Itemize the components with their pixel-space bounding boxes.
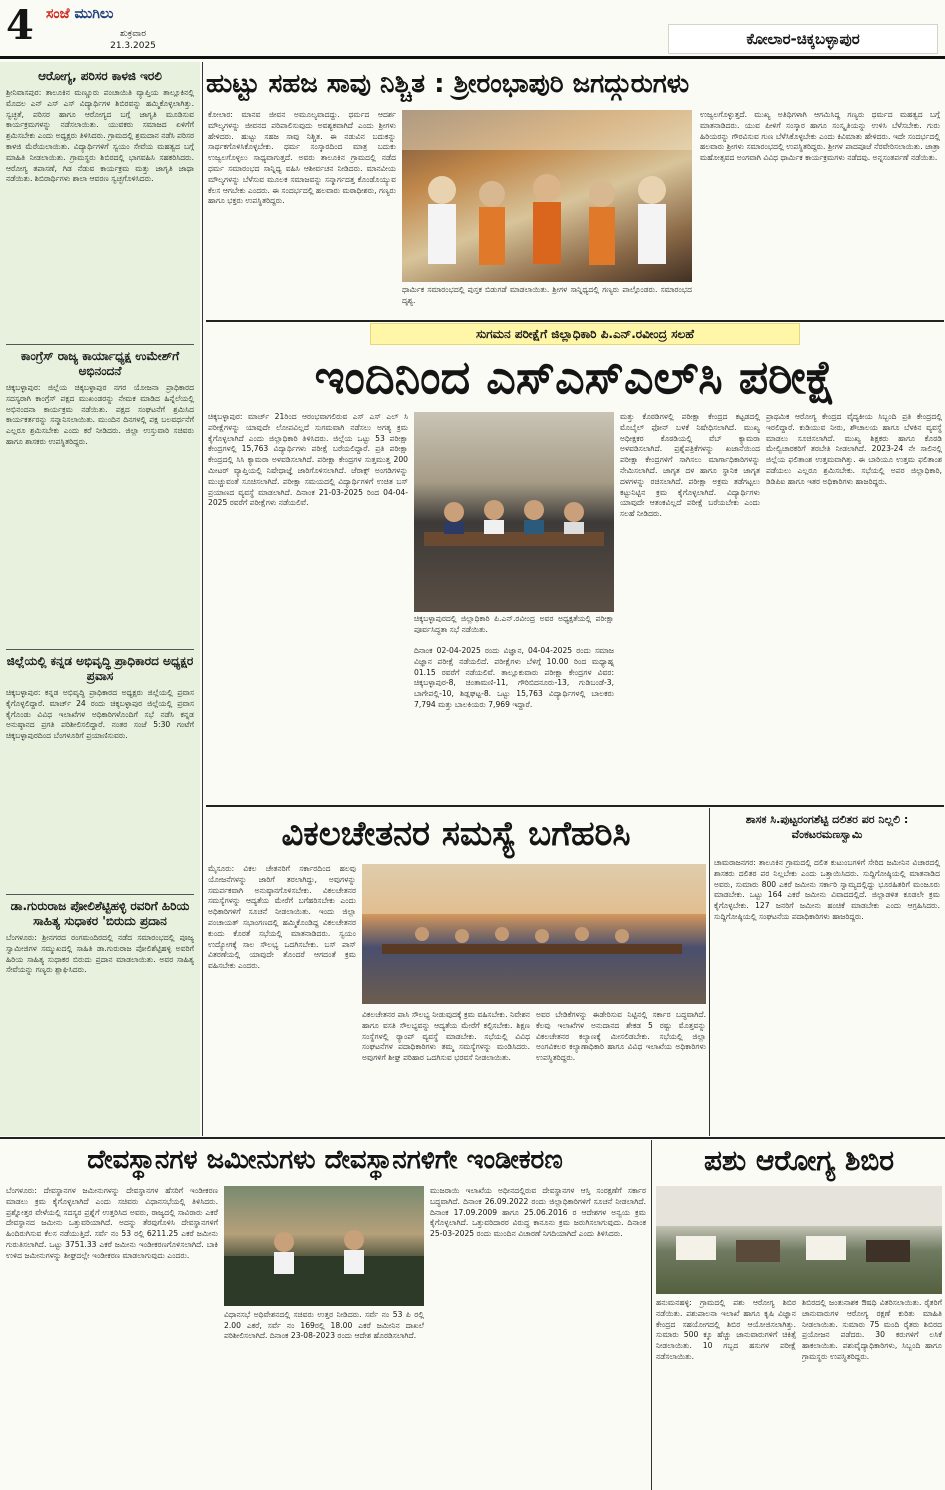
section-rule <box>206 805 944 807</box>
logo-part-2: ಮುಗಿಲು <box>74 6 114 22</box>
left-article-4-body: ಬೆಂಗಳೂರು: ಶ್ರೀನಗರದ ರಂಗಮಂದಿರದಲ್ಲಿ ನಡೆದ ಸಮಾರಂಭದಲ್ಲಿ ಪೂಜ್ಯ ಸ್ವಾಮೀಜಿಗಳ ಸಮ್ಮುಖದಲ್ಲಿ ಸಾಹಿತಿ ಡಾ.ಗುರುರಾಜ ಪೋಲಿಶೆಟ್ಟಿಹಳ್ಳಿ ಅವರಿಗೆ ಹಿರಿಯ ಸಾಹಿತ್ಯ ಸುಧಾಕರ ಬಿರುದು ಪ್ರದಾನ ಮಾಡಲಾಯಿತು. ಅವರ ಸಾಹಿತ್ಯ ಸೇವೆಯನ್ನು ಗಣ್ಯರು ಶ್ಲಾಘಿಸಿದರು. <box>6 933 194 975</box>
story4-caption: ವಿಧಾನಸಭೆ ಅಧಿವೇಶನದಲ್ಲಿ ಸಚಿವರು ಉತ್ತರ ನೀಡಿದರು. ಸರ್ವೆ ನಂ 53 ಪಿ ರಲ್ಲಿ 2.00 ಎಕರೆ, ಸರ್ವೆ ನಂ 169ರಲ್ಲಿ 18.00 ಎಕರೆ ಜಮೀನಿನ ದಾಖಲೆ ಪರಿಶೀಲಿಸಲಾಗಿದೆ. ದಿನಾಂಕ 23-08-2023 ರಂದು ಆದೇಶ ಹೊರಡಿಸಲಾಗಿದೆ. <box>224 1310 424 1340</box>
story4-photo <box>224 1186 424 1306</box>
story3-headline: ವಿಕಲಚೇತನರ ಸಮಸ್ಯೆ ಬಗೆಹರಿಸಿ <box>281 814 631 854</box>
story5-col1: ಹನುಮನಹಳ್ಳಿ: ಗ್ರಾಮದಲ್ಲಿ ಪಶು ಆರೋಗ್ಯ ಶಿಬಿರ ನಡೆಯಿತು. ಪಶುಪಾಲನಾ ಇಲಾಖೆ ಹಾಗೂ ಕೃಷಿ ವಿಜ್ಞಾನ ಕೇಂದ್ರದ ಸಹಯೋಗದಲ್ಲಿ ಶಿಬಿರ ಆಯೋಜಿಸಲಾಗಿತ್ತು. ಸುಮಾರು 500 ಕ್ಕೂ ಹೆಚ್ಚು ಜಾನುವಾರುಗಳಿಗೆ ಚಿಕಿತ್ಸೆ ನೀಡಲಾಯಿತು. 10 ಗಬ್ಬದ ಹಸುಗಳ ಪರೀಕ್ಷೆ ನಡೆಸಲಾಯಿತು. <box>656 1298 796 1361</box>
assembly-photo-icon <box>224 1186 424 1306</box>
divider <box>6 894 194 895</box>
logo-part-1: ಸಂಜೆ <box>46 6 70 22</box>
edition-date <box>78 28 188 52</box>
story5-photo <box>656 1186 942 1294</box>
column-rule <box>202 62 203 1136</box>
divider <box>6 344 194 345</box>
masthead-rule <box>0 56 945 59</box>
story3-col3: ಅವರ ಬೇಡಿಕೆಗಳನ್ನು ಈಡೇರಿಸುವ ನಿಟ್ಟಿನಲ್ಲಿ ಸರ್ಕಾರ ಬದ್ಧವಾಗಿದೆ. ಕೆಲವು ಇಲಾಖೆಗಳ ಅನುದಾನದ ಶೇಕಡ 5 ರಷ್ಟು ಮೊತ್ತವನ್ನು ವಿಕಲಚೇತನರ ಕಲ್ಯಾಣಕ್ಕೆ ಮೀಸಲಿಡಬೇಕು. ಸಭೆಯಲ್ಲಿ ಜಿಲ್ಲಾ ಅಂಗವಿಕಲರ ಕಲ್ಯಾಣಾಧಿಕಾರಿ ಹಾಗೂ ವಿವಿಧ ಇಲಾಖೆಯ ಅಧಿಕಾರಿಗಳು ಉಪಸ್ಥಿತರಿದ್ದರು. <box>536 1010 706 1063</box>
story2-photo <box>414 412 614 612</box>
left-article-3-body: ಚಿಕ್ಕಬಳ್ಳಾಪುರ: ಕನ್ನಡ ಅಭಿವೃದ್ಧಿ ಪ್ರಾಧಿಕಾರದ ಅಧ್ಯಕ್ಷರು ಜಿಲ್ಲೆಯಲ್ಲಿ ಪ್ರವಾಸ ಕೈಗೊಳ್ಳಲಿದ್ದಾರೆ. ಮಾರ್ಚ್ 24 ರಂದು ಚಿಕ್ಕಬಳ್ಳಾಪುರ ಜಿಲ್ಲೆಯಲ್ಲಿ ಪ್ರವಾಸ ಕೈಗೊಂಡು ವಿವಿಧ ಇಲಾಖೆಗಳ ಅಧಿಕಾರಿಗಳೊಂದಿಗೆ ಸಭೆ ನಡೆಸಿ ಕನ್ನಡ ಅನುಷ್ಠಾನದ ಪ್ರಗತಿ ಪರಿಶೀಲಿಸಲಿದ್ದಾರೆ. ನಂತರ ಸಂಜೆ 5:30 ಗಂಟೆಗೆ ಚಿಕ್ಕಬಳ್ಳಾಪುರದಿಂದ ಬೆಂಗಳೂರಿಗೆ ಪ್ರಯಾಣಿಸುವರು. <box>6 688 194 741</box>
story1-photo <box>402 110 692 282</box>
story3-photo <box>362 864 706 1004</box>
story1-col3: ಉಜ್ವಲಗೊಳ್ಳುತ್ತದೆ. ಮುಖ್ಯ ಅತಿಥಿಗಳಾಗಿ ಆಗಮಿಸಿದ್ದ ಗಣ್ಯರು ಧರ್ಮದ ಮಹತ್ವದ ಬಗ್ಗೆ ಮಾತನಾಡಿದರು. ಯುವ ಪೀಳಿಗೆ ಸಂಸ್ಕಾರ ಹಾಗೂ ಸಂಸ್ಕೃತಿಯನ್ನು ಉಳಿಸಿ ಬೆಳೆಸಬೇಕು. ಗುರು ಹಿರಿಯರನ್ನು ಗೌರವಿಸುವ ಗುಣ ಬೆಳೆಸಿಕೊಳ್ಳಬೇಕು ಎಂದು ಕಿವಿಮಾತು ಹೇಳಿದರು. ಇದೇ ಸಂದರ್ಭದಲ್ಲಿ ಹಲವಾರು ಶ್ರೀಗಳು ಸಮಾರಂಭದಲ್ಲಿ ಉಪಸ್ಥಿತರಿದ್ದರು. ಶ್ರೀಗಳ ಪಾದಪೂಜೆ ನೆರವೇರಿಸಲಾಯಿತು. ಜಾತ್ರಾ ಮಹೋತ್ಸವದ ಅಂಗವಾಗಿ ವಿವಿಧ ಧಾರ್ಮಿಕ ಕಾರ್ಯಕ್ರಮಗಳು ನಡೆದವು. ಅನ್ನಸಂತರ್ಪಣೆ ನಡೆಯಿತು. <box>700 110 940 163</box>
region-banner: ಕೋಲಾರ-ಚಿಕ್ಕಬಳ್ಳಾಪುರ <box>668 24 938 54</box>
story3-side-headline: ಶಾಸಕ ಸಿ.ಪುಟ್ಟರಂಗಶೆಟ್ಟಿ ದಲಿತರ ಪರ ನಿಲ್ಲಲಿ : ವೆಂಕಟರಮಣಸ್ವಾಮಿ <box>745 813 909 841</box>
cattle-camp-photo-icon <box>656 1186 942 1294</box>
story4-col3: ಮುಜರಾಯಿ ಇಲಾಖೆಯ ಅಧೀನದಲ್ಲಿರುವ ದೇವಸ್ಥಾನಗಳ ಆಸ್ತಿ ಸಂರಕ್ಷಣೆಗೆ ಸರ್ಕಾರ ಬದ್ಧವಾಗಿದೆ. ದಿನಾಂಕ 26.09.2022 ರಂದು ಜಿಲ್ಲಾಧಿಕಾರಿಗಳಿಗೆ ಸೂಚನೆ ನೀಡಲಾಗಿದೆ. ದಿನಾಂಕ 17.09.2009 ಹಾಗೂ 25.06.2016 ರ ಆದೇಶಗಳ ಅನ್ವಯ ಕ್ರಮ ಕೈಗೊಳ್ಳಲಾಗಿದೆ. ಒತ್ತುವರಿದಾರರ ವಿರುದ್ಧ ಕಾನೂನು ಕ್ರಮ ಜರುಗಿಸಲಾಗುವುದು. ದಿನಾಂಕ 25-03-2025 ರಂದು ಮುಂದಿನ ವಿಚಾರಣೆ ನಿಗದಿಯಾಗಿದೆ ಎಂದು ತಿಳಿಸಿದರು. <box>430 1186 646 1239</box>
column-rule <box>709 808 710 1136</box>
story5-col2: ಶಿಬಿರದಲ್ಲಿ ಜಂತುನಾಶಕ ಔಷಧಿ ವಿತರಿಸಲಾಯಿತು. ರೈತರಿಗೆ ಜಾನುವಾರುಗಳ ಆರೋಗ್ಯ ರಕ್ಷಣೆ ಕುರಿತು ಮಾಹಿತಿ ನೀಡಲಾಯಿತು. ಸುಮಾರು 75 ಮಂದಿ ರೈತರು ಶಿಬಿರದ ಪ್ರಯೋಜನ ಪಡೆದರು. 30 ಕರುಗಳಿಗೆ ಲಸಿಕೆ ಹಾಕಲಾಯಿತು. ಪಶುವೈದ್ಯಾಧಿಕಾರಿಗಳು, ಸಿಬ್ಬಂದಿ ಹಾಗೂ ಗ್ರಾಮಸ್ಥರು ಉಪಸ್ಥಿತರಿದ್ದರು. <box>802 1298 942 1361</box>
hall-meeting-photo-icon <box>362 864 706 1004</box>
story4-col1: ಬೆಂಗಳೂರು: ದೇವಸ್ಥಾನಗಳ ಜಮೀನುಗಳನ್ನು ದೇವಸ್ಥಾನಗಳ ಹೆಸರಿಗೆ ಇಂಡೀಕರಣ ಮಾಡಲು ಕ್ರಮ ಕೈಗೊಳ್ಳಲಾಗಿದೆ ಎಂದು ಸಚಿವರು ವಿಧಾನಸಭೆಯಲ್ಲಿ ತಿಳಿಸಿದರು. ಪ್ರಶ್ನೋತ್ತರ ವೇಳೆಯಲ್ಲಿ ಸದಸ್ಯರ ಪ್ರಶ್ನೆಗೆ ಉತ್ತರಿಸಿದ ಅವರು, ರಾಜ್ಯದಲ್ಲಿ ಸಾವಿರಾರು ಎಕರೆ ದೇವಸ್ಥಾನದ ಜಮೀನು ಒತ್ತುವರಿಯಾಗಿದೆ. ಅದನ್ನು ತೆರವುಗೊಳಿಸಿ ದೇವಸ್ಥಾನಗಳಿಗೆ ಹಿಂದಿರುಗಿಸುವ ಕೆಲಸ ನಡೆಯುತ್ತಿದೆ. ಸರ್ವೆ ನಂ 53 ರಲ್ಲಿ 6211.25 ಎಕರೆ ಜಮೀನು ಗುರುತಿಸಲಾಗಿದೆ. ಒಟ್ಟು 3751.33 ಎಕರೆ ಜಮೀನು ಇಂಡೀಕರಣಗೊಳಿಸಲಾಗಿದೆ. ಬಾಕಿ ಉಳಿದ ಜಮೀನುಗಳನ್ನು ಶೀಘ್ರದಲ್ಲೇ ಇಂಡೀಕರಣ ಮಾಡಲಾಗುವುದು ಎಂದರು. <box>6 1186 218 1260</box>
story3-col1: ಮೈಸೂರು: ವಿಕಲ ಚೇತನರಿಗೆ ಸರ್ಕಾರದಿಂದ ಹಲವು ಯೋಜನೆಗಳನ್ನು ಜಾರಿಗೆ ತರಲಾಗಿದ್ದು, ಅವುಗಳನ್ನು ಸಮರ್ಪಕವಾಗಿ ಅನುಷ್ಠಾನಗೊಳಿಸಬೇಕು. ವಿಕಲಚೇತನರ ಸಮಸ್ಯೆಗಳನ್ನು ಆದ್ಯತೆಯ ಮೇರೆಗೆ ಬಗೆಹರಿಸಬೇಕು ಎಂದು ಅಧಿಕಾರಿಗಳಿಗೆ ಸೂಚನೆ ನೀಡಲಾಯಿತು. ಇಂದು ಜಿಲ್ಲಾ ಪಂಚಾಯತ್ ಸಭಾಂಗಣದಲ್ಲಿ ಹಮ್ಮಿಕೊಂಡಿದ್ದ ವಿಕಲಚೇತನರ ಕುಂದು ಕೊರತೆ ಸಭೆಯಲ್ಲಿ ಮಾತನಾಡಿದರು. ಸ್ವಯಂ ಉದ್ಯೋಗಕ್ಕೆ ಸಾಲ ಸೌಲಭ್ಯ ಒದಗಿಸಬೇಕು. ಬಸ್ ಪಾಸ್ ವಿತರಣೆಯಲ್ಲಿ ಯಾವುದೇ ತೊಂದರೆ ಆಗದಂತೆ ಕ್ರಮ ವಹಿಸಬೇಕು ಎಂದರು. <box>208 864 356 971</box>
story2-strap: ಸುಗಮನ ಪರೀಕ್ಷೆಗೆ ಜಿಲ್ಲಾಧಿಕಾರಿ ಪಿ.ಎನ್.ರವೀಂದ್ರ ಸಲಹೆ <box>370 323 800 345</box>
left-article-4-headline: ಡಾ.ಗುರುರಾಜ ಪೋಲಿಶೆಟ್ಟಿಹಳ್ಳಿ ರವರಿಗೆ ಹಿರಿಯ ಸಾಹಿತ್ಯ ಸುಧಾಕರ 'ಬಿರುದು ಪ್ರದಾನ <box>10 899 190 928</box>
story2-col4: ಪ್ರಾಥಮಿಕ ಆರೋಗ್ಯ ಕೇಂದ್ರದ ವೈದ್ಯಕೀಯ ಸಿಬ್ಬಂದಿ ಪ್ರತಿ ಕೇಂದ್ರದಲ್ಲಿ ಇರಲಿದ್ದಾರೆ. ಕುಡಿಯುವ ನೀರು, ಶೌಚಾಲಯ ಹಾಗೂ ಬೆಳಕಿನ ವ್ಯವಸ್ಥೆ ಮಾಡಲು ಸೂಚಿಸಲಾಗಿದೆ. ಮುಖ್ಯ ಶಿಕ್ಷಕರು ಹಾಗೂ ಕೊಠಡಿ ಮೇಲ್ವಿಚಾರಕರಿಗೆ ತರಬೇತಿ ನೀಡಲಾಗಿದೆ. 2023-24 ನೇ ಸಾಲಿನಲ್ಲಿ ಜಿಲ್ಲೆಯ ಫಲಿತಾಂಶ ಉತ್ತಮವಾಗಿತ್ತು. ಈ ಬಾರಿಯೂ ಉತ್ತಮ ಫಲಿತಾಂಶ ಪಡೆಯಲು ಎಲ್ಲರೂ ಶ್ರಮಿಸಬೇಕು. ಸಭೆಯಲ್ಲಿ ಅಪರ ಜಿಲ್ಲಾಧಿಕಾರಿ, ಡಿಡಿಪಿಐ ಹಾಗೂ ಇತರ ಅಧಿಕಾರಿಗಳು ಹಾಜರಿದ್ದರು. <box>766 412 942 486</box>
left-article-1-headline: ಆರೋಗ್ಯ, ಪರಿಸರ ಕಾಳಜಿ ಇರಲಿ <box>38 69 162 83</box>
story3-side-body: ಚಾಮರಾಜನಗರ: ತಾಲೂಕಿನ ಗ್ರಾಮದಲ್ಲಿ ದಲಿತ ಕುಟುಂಬಗಳಿಗೆ ಸೇರಿದ ಜಮೀನಿನ ವಿಚಾರದಲ್ಲಿ ಶಾಸಕರು ದಲಿತರ ಪರ ನಿಲ್ಲಬೇಕು ಎಂದು ಒತ್ತಾಯಿಸಿದರು. ಸುದ್ದಿಗೋಷ್ಠಿಯಲ್ಲಿ ಮಾತನಾಡಿದ ಅವರು, ಸುಮಾರು 800 ಎಕರೆ ಜಮೀನು ಸರ್ಕಾರಿ ಸ್ವಾಮ್ಯದಲ್ಲಿದ್ದು ಭೂರಹಿತರಿಗೆ ಮಂಜೂರು ಮಾಡಬೇಕು. ಒಟ್ಟು 164 ಎಕರೆ ಜಮೀನು ವಿವಾದದಲ್ಲಿದೆ. ಜಿಲ್ಲಾಡಳಿತ ಕೂಡಲೇ ಕ್ರಮ ಕೈಗೊಳ್ಳಬೇಕು. 127 ಜನರಿಗೆ ಜಮೀನು ಹಂಚಿಕೆ ಮಾಡಬೇಕು ಎಂದು ಆಗ್ರಹಿಸಿದರು. ಸುದ್ದಿಗೋಷ್ಠಿಯಲ್ಲಿ ಸಂಘಟನೆಯ ಪದಾಧಿಕಾರಿಗಳು ಹಾಜರಿದ್ದರು. <box>714 858 940 921</box>
story1-col1: ಕೋಲಾರ: ಮಾನವ ಜೀವನ ಅಮೂಲ್ಯವಾದದ್ದು. ಧರ್ಮದ ಆದರ್ಶ ಮೌಲ್ಯಗಳನ್ನು ಜೀವನದ ಪರಿಪಾಲಿಸುವುದು ಅವಶ್ಯಕವಾಗಿದೆ ಎಂದು ಶ್ರೀಗಳು ಹೇಳಿದರು. ಹುಟ್ಟು ಸಹಜ ಸಾವು ನಿಶ್ಚಿತ. ಈ ನಡುವಿನ ಬದುಕನ್ನು ಸಾರ್ಥಕಗೊಳಿಸಿಕೊಳ್ಳಬೇಕು. ಧರ್ಮ ಸಂಸ್ಕಾರದಿಂದ ಮಾತ್ರ ಬದುಕು ಉಜ್ವಲಗೊಳ್ಳಲು ಸಾಧ್ಯವಾಗುತ್ತದೆ. ಅವರು ತಾಲೂಕಿನ ಗ್ರಾಮದಲ್ಲಿ ನಡೆದ ಧರ್ಮ ಸಮಾರಂಭದ ಸಾನ್ನಿಧ್ಯ ವಹಿಸಿ ಆಶೀರ್ವಚನ ನೀಡಿದರು. ಮಾನವೀಯ ಮೌಲ್ಯಗಳನ್ನು ಬೆಳೆಸುವ ಮೂಲಕ ಸಮಾಜವನ್ನು ಸನ್ಮಾರ್ಗದತ್ತ ಕೊಂಡೊಯ್ಯುವ ಕೆಲಸ ಆಗಬೇಕು ಎಂದರು. ಈ ಸಂದರ್ಭದಲ್ಲಿ ಹಲವಾರು ಮಠಾಧೀಶರು, ಗಣ್ಯರು ಹಾಗೂ ಭಕ್ತರು ಉಪಸ್ಥಿತರಿದ್ದರು. <box>208 110 396 206</box>
newspaper-logo <box>46 6 196 28</box>
story2-headline: ಇಂದಿನಿಂದ ಎಸ್‌ಎಸ್‌ಎಲ್‌ಸಿ ಪರೀಕ್ಷೆ <box>314 350 836 404</box>
left-column <box>0 62 200 1136</box>
date: 21.3.2025 <box>110 41 156 51</box>
story2-col2b: ದಿನಾಂಕ 02-04-2025 ರಂದು ವಿಜ್ಞಾನ, 04-04-2025 ರಂದು ಸಮಾಜ ವಿಜ್ಞಾನ ಪರೀಕ್ಷೆ ನಡೆಯಲಿದೆ. ಪರೀಕ್ಷೆಗಳು ಬೆಳಿಗ್ಗೆ 10.00 ರಿಂದ ಮಧ್ಯಾಹ್ನ 01.15 ರವರೆಗೆ ನಡೆಯಲಿವೆ. ತಾಲ್ಲೂಕುವಾರು ಪರೀಕ್ಷಾ ಕೇಂದ್ರಗಳ ವಿವರ: ಚಿಕ್ಕಬಳ್ಳಾಪುರ-8, ಚಿಂತಾಮಣಿ-11, ಗೌರಿಬಿದನೂರು-13, ಗುಡಿಬಂಡೆ-3, ಬಾಗೇಪಲ್ಲಿ-10, ಶಿಡ್ಲಘಟ್ಟ-8. ಒಟ್ಟು 15,763 ವಿದ್ಯಾರ್ಥಿಗಳಲ್ಲಿ ಬಾಲಕರು 7,794 ಮತ್ತು ಬಾಲಕಿಯರು 7,969 ಇದ್ದಾರೆ. <box>414 646 614 709</box>
story5-headline: ಪಶು ಆರೋಗ್ಯ ಶಿಬಿರ <box>703 1144 895 1177</box>
section-rule <box>0 1137 945 1139</box>
divider <box>6 649 194 650</box>
left-article-2-headline: ಕಾಂಗ್ರೆಸ್ ರಾಜ್ಯ ಕಾರ್ಯಾಧ್ಯಕ್ಷ ಉಮೇಶ್‌ಗೆ ಅಭಿನಂದನೆ <box>20 349 180 378</box>
left-article-2-body: ಚಿಕ್ಕಬಳ್ಳಾಪುರ: ಜಿಲ್ಲೆಯ ಚಿಕ್ಕಬಳ್ಳಾಪುರ ನಗರ ಯೋಜನಾ ಪ್ರಾಧಿಕಾರದ ಸದಸ್ಯರಾಗಿ ಕಾಂಗ್ರೆಸ್ ಪಕ್ಷದ ಮುಖಂಡರನ್ನು ನೇಮಕ ಮಾಡಿದ ಹಿನ್ನೆಲೆಯಲ್ಲಿ ಅಭಿನಂದನಾ ಕಾರ್ಯಕ್ರಮ ನಡೆಯಿತು. ಪಕ್ಷದ ಸಂಘಟನೆಗೆ ಶ್ರಮಿಸಿದ ಕಾರ್ಯಕರ್ತರನ್ನು ಸನ್ಮಾನಿಸಲಾಯಿತು. ಮುಂದಿನ ದಿನಗಳಲ್ಲಿ ಪಕ್ಷ ಬಲವರ್ಧನೆಗೆ ಎಲ್ಲರೂ ಶ್ರಮಿಸಬೇಕು ಎಂದು ಕರೆ ನೀಡಿದರು. ಜಿಲ್ಲಾ ಉಸ್ತುವಾರಿ ಸಚಿವರು ಹಾಗೂ ಶಾಸಕರು ಉಪಸ್ಥಿತರಿದ್ದರು. <box>6 383 194 446</box>
story2-col3: ಮತ್ತು ಕೊಠಡಿಗಳಲ್ಲಿ ಪರೀಕ್ಷಾ ಕೇಂದ್ರದ ಕಟ್ಟಡದಲ್ಲಿ ಮೊಬೈಲ್ ಫೋನ್ ಬಳಕೆ ನಿಷೇಧಿಸಲಾಗಿದೆ. ಮುಖ್ಯ ಅಧೀಕ್ಷಕರ ಕೊಠಡಿಯಲ್ಲಿ ವೆಬ್ ಕ್ಯಾಮರಾ ಅಳವಡಿಸಲಾಗಿದೆ. ಪ್ರಶ್ನೆಪತ್ರಿಕೆಗಳನ್ನು ಖಜಾನೆಯಿಂದ ಪರೀಕ್ಷಾ ಕೇಂದ್ರಗಳಿಗೆ ಸಾಗಿಸಲು ಮಾರ್ಗಾಧಿಕಾರಿಗಳನ್ನು ನೇಮಿಸಲಾಗಿದೆ. ಜಾಗೃತ ದಳ ಹಾಗೂ ಸ್ಥಾನಿಕ ಜಾಗೃತ ದಳಗಳನ್ನು ರಚಿಸಲಾಗಿದೆ. ಪರೀಕ್ಷಾ ಅಕ್ರಮ ತಡೆಗಟ್ಟಲು ಕಟ್ಟುನಿಟ್ಟಿನ ಕ್ರಮ ಕೈಗೊಳ್ಳಲಾಗಿದೆ. ವಿದ್ಯಾರ್ಥಿಗಳು ಯಾವುದೇ ಆತಂಕವಿಲ್ಲದೆ ಪರೀಕ್ಷೆ ಬರೆಯಬೇಕು ಎಂದು ಸಲಹೆ ನೀಡಿದರು. <box>620 412 760 519</box>
left-article-3-headline: ಜಿಲ್ಲೆಯಲ್ಲಿ ಕನ್ನಡ ಅಭಿವೃದ್ಧಿ ಪ್ರಾಧಿಕಾರದ ಅಧ್ಯಕ್ಷರ ಪ್ರವಾಸ <box>6 654 194 683</box>
story2-col1: ಚಿಕ್ಕಬಳ್ಳಾಪುರ: ಮಾರ್ಚ್ 21ರಿಂದ ಆರಂಭವಾಗಲಿರುವ ಎಸ್ ಎಸ್ ಎಲ್ ಸಿ ಪರೀಕ್ಷೆಗಳನ್ನು ಯಾವುದೇ ಲೋಪವಿಲ್ಲದೆ ಸುಗಮವಾಗಿ ನಡೆಸಲು ಅಗತ್ಯ ಕ್ರಮ ಕೈಗೊಳ್ಳಲಾಗಿದೆ ಎಂದು ಜಿಲ್ಲಾಧಿಕಾರಿ ತಿಳಿಸಿದರು. ಜಿಲ್ಲೆಯ ಒಟ್ಟು 53 ಪರೀಕ್ಷಾ ಕೇಂದ್ರಗಳಲ್ಲಿ 15,763 ವಿದ್ಯಾರ್ಥಿಗಳು ಪರೀಕ್ಷೆ ಬರೆಯಲಿದ್ದಾರೆ. ಪ್ರತಿ ಪರೀಕ್ಷಾ ಕೇಂದ್ರದಲ್ಲಿ ಸಿಸಿ ಕ್ಯಾಮರಾ ಅಳವಡಿಸಲಾಗಿದೆ. ಪರೀಕ್ಷಾ ಕೇಂದ್ರಗಳ ಸುತ್ತಮುತ್ತ 200 ಮೀಟರ್ ವ್ಯಾಪ್ತಿಯಲ್ಲಿ ನಿಷೇಧಾಜ್ಞೆ ಜಾರಿಗೊಳಿಸಲಾಗಿದೆ. ಜೆರಾಕ್ಸ್ ಅಂಗಡಿಗಳನ್ನು ಮುಚ್ಚುವಂತೆ ಸೂಚಿಸಲಾಗಿದೆ. ಪರೀಕ್ಷಾ ಸಮಯದಲ್ಲಿ ವಿದ್ಯಾರ್ಥಿಗಳಿಗೆ ಉಚಿತ ಬಸ್ ಪ್ರಯಾಣದ ವ್ಯವಸ್ಥೆ ಮಾಡಲಾಗಿದೆ. ದಿನಾಂಕ 21-03-2025 ರಿಂದ 04-04-2025 ರವರೆಗೆ ಪರೀಕ್ಷೆಗಳು ನಡೆಯಲಿವೆ. <box>208 412 408 508</box>
story1-headline: ಹುಟ್ಟು ಸಹಜ ಸಾವು ನಿಶ್ಚಿತ : ಶ್ರೀರಂಭಾಪುರಿ ಜಗದ್ಗುರುಗಳು <box>206 69 690 99</box>
story4-headline: ದೇವಸ್ಥಾನಗಳ ಜಮೀನುಗಳು ದೇವಸ್ಥಾನಗಳಿಗೇ ಇಂಡೀಕರಣ <box>87 1145 563 1175</box>
column-rule <box>651 1140 652 1490</box>
story1-caption: ಧಾರ್ಮಿಕ ಸಮಾರಂಭದಲ್ಲಿ ಪುಸ್ತಕ ಬಿಡುಗಡೆ ಮಾಡಲಾಯಿತು. ಶ್ರೀಗಳ ಸಾನ್ನಿಧ್ಯದಲ್ಲಿ ಗಣ್ಯರು ಪಾಲ್ಗೊಂಡರು. ಸಮಾರಂಭದ ದೃಶ್ಯ. <box>402 285 692 305</box>
left-article-1-body: ಶ್ರೀನಿವಾಸಪುರ: ತಾಲೂಕಿನ ಮಣ್ಣೂರು ಪಂಚಾಯಿತಿ ವ್ಯಾಪ್ತಿಯ ತಾಲ್ಲೂಕಿನಲ್ಲಿ ಮೊದಲ ಎನ್ ಎಸ್ ಎಸ್ ವಿದ್ಯಾರ್ಥಿಗಳ ಶಿಬಿರವನ್ನು ಹಮ್ಮಿಕೊಳ್ಳಲಾಗಿತ್ತು. ಸ್ವಚ್ಛತೆ, ಪರಿಸರ ಹಾಗೂ ಆರೋಗ್ಯದ ಬಗ್ಗೆ ಜಾಗೃತಿ ಮೂಡಿಸುವ ಕಾರ್ಯಕ್ರಮಗಳನ್ನು ನಡೆಸಲಾಯಿತು. ಯುವಕರು ಸಮಾಜದ ಏಳಿಗೆಗೆ ಶ್ರಮಿಸಬೇಕು ಎಂದು ಅಧ್ಯಕ್ಷರು ತಿಳಿಸಿದರು. ಗ್ರಾಮದಲ್ಲಿ ಶ್ರಮದಾನ ನಡೆಸಿ ಪರಿಸರ ಕಾಳಜಿ ಮೆರೆಯಲಾಯಿತು. ವಿದ್ಯಾರ್ಥಿಗಳಿಗೆ ಸ್ವಯಂ ಸೇವೆಯ ಮಹತ್ವದ ಬಗ್ಗೆ ಮಾಹಿತಿ ನೀಡಲಾಯಿತು. ಗ್ರಾಮಸ್ಥರು ಶಿಬಿರದಲ್ಲಿ ಭಾಗವಹಿಸಿ ಸಹಕರಿಸಿದರು. ಆರೋಗ್ಯ ತಪಾಸಣೆ, ಗಿಡ ನೆಡುವ ಕಾರ್ಯಕ್ರಮ ಮತ್ತು ಜಾಗೃತಿ ಜಾಥಾ ನಡೆಯಿತು. ಶಿಬಿರಾರ್ಥಿಗಳು ಶಾಲಾ ಆವರಣ ಸ್ವಚ್ಛಗೊಳಿಸಿದರು. <box>6 88 194 184</box>
story3-col2: ವಿಕಲಚೇತನರ ಪಾಸಿ ಸೌಲಭ್ಯ ನೀಡುವುದಕ್ಕೆ ಕ್ರಮ ವಹಿಸಬೇಕು. ನಿವೇಶನ ಹಾಗೂ ವಸತಿ ಸೌಲಭ್ಯವನ್ನು ಆದ್ಯತೆಯ ಮೇರೆಗೆ ಕಲ್ಪಿಸಬೇಕು. ಶಿಕ್ಷಣ ಸಂಸ್ಥೆಗಳಲ್ಲಿ ರ‍್ಯಾಂಪ್ ವ್ಯವಸ್ಥೆ ಮಾಡಬೇಕು. ಸಭೆಯಲ್ಲಿ ವಿವಿಧ ಸಂಘಟನೆಗಳ ಪದಾಧಿಕಾರಿಗಳು ತಮ್ಮ ಸಮಸ್ಯೆಗಳನ್ನು ಮಂಡಿಸಿದರು. ಅವುಗಳಿಗೆ ಶೀಘ್ರ ಪರಿಹಾರ ಒದಗಿಸುವ ಭರವಸೆ ನೀಡಲಾಯಿತು. <box>362 1010 530 1063</box>
section-rule <box>206 320 944 322</box>
story2-caption: ಚಿಕ್ಕಬಳ್ಳಾಪುರದಲ್ಲಿ ಜಿಲ್ಲಾಧಿಕಾರಿ ಪಿ.ಎನ್.ರವೀಂದ್ರ ಅವರ ಅಧ್ಯಕ್ಷತೆಯಲ್ಲಿ ಪರೀಕ್ಷಾ ಪೂರ್ವಸಿದ್ಧತಾ ಸಭೆ ನಡೆಯಿತು. <box>414 614 614 634</box>
page-number: 4 <box>6 4 34 48</box>
ceremony-photo-icon <box>402 110 692 282</box>
meeting-photo-icon <box>414 412 614 612</box>
weekday: ಶುಕ್ರವಾರ <box>120 29 146 39</box>
